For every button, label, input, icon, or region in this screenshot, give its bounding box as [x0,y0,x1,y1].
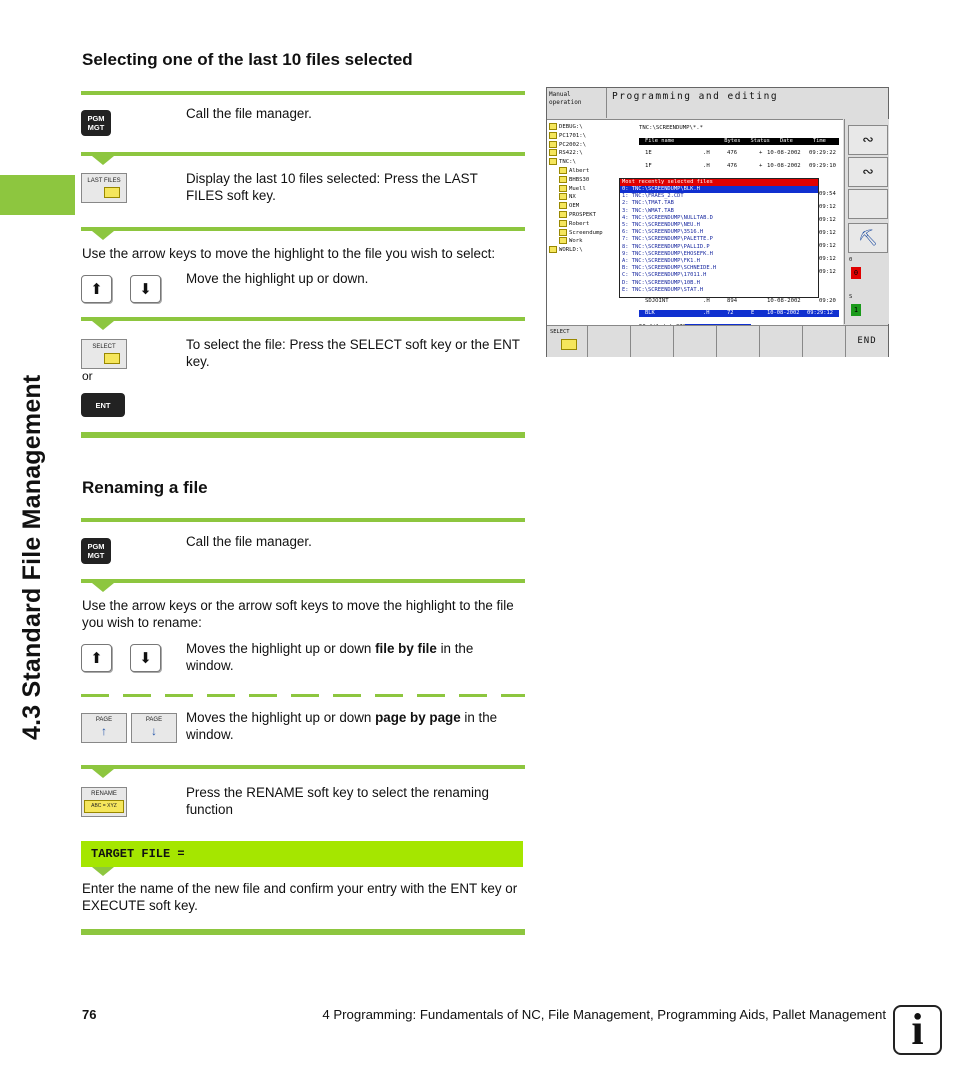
tree-item [549,193,629,202]
arrow-up-key [81,644,112,672]
popup-title: Most recently selected files [620,179,818,186]
softkey-label: LAST FILES [87,178,121,184]
recent-file-item: D: TNC:\SCREENDUMP\10B.H [622,279,700,286]
tree-item-label: PC1701:\ [559,132,586,139]
blank-softkey [803,326,846,357]
machine-mode-icon: ∾ [848,157,888,187]
pgm-mgt-key: PGM MGT [81,110,111,136]
file-name: 1E [645,150,652,156]
end-softkey: END [857,336,877,346]
tree-item-label: Muell [569,185,586,192]
text-part: Moves the highlight up or down [186,641,376,656]
time-column [819,188,836,279]
horizontal-softkey-bar [547,325,888,357]
heading-select-last-files: Selecting one of the last 10 files selected [82,50,413,69]
tree-item-label: NX [569,194,576,201]
recent-file-item: 8: TNC:\SCREENDUMP\PALLID.P [622,243,710,250]
step-move-highlight: Move the highlight up or down. [186,271,369,286]
folder-icon [559,237,567,244]
time-cell: 09:12 [819,269,836,275]
text-bold: file by file [375,641,437,656]
rename-icon: ABC = XYZ [84,800,124,813]
text-part: in the window. [186,710,498,742]
tree-item-label: Robert [569,220,590,227]
tree-item [549,246,629,255]
time-cell: 09:12 [819,243,836,249]
blank-softkey [717,326,760,357]
recent-file-item: B: TNC:\SCREENDUMP\SCHNEIDE.H [622,265,717,272]
recent-file-item: 4: TNC:\SCREENDUMP\NULLTAB.D [622,214,713,221]
col-header: Bytes [724,138,741,144]
divider [81,929,525,935]
tree-item-label: DEBUG:\ [559,124,583,130]
screen-title: Programming and editing [608,88,888,118]
file-time: 09:29:10 [809,163,836,169]
coolant-icon: ⛏ [848,223,888,253]
divider [81,152,525,156]
arrow-down-icon: ↓ [151,724,157,738]
file-bytes: 894 [727,298,738,304]
arrow-intro: Use the arrow keys or the arrow soft keys to move the highlight to the file you wish to rename: [82,598,514,630]
recent-file-item: C: TNC:\SCREENDUMP\17011.H [622,272,707,279]
blank-softkey [588,326,631,357]
blank-softkey [760,326,803,357]
divider [81,579,525,583]
file-time: 09:20 [819,298,836,304]
recent-file-item: 9: TNC:\SCREENDUMP\EHOSEFK.H [622,250,713,257]
step-page-by-page [186,709,524,743]
folder-icon [559,229,567,236]
flow-arrow [92,321,114,330]
col-header: Date [779,138,793,144]
file-row [645,298,841,304]
time-cell: 09:12 [819,204,836,210]
time-cell: 09:12 [819,230,836,236]
tree-item [549,220,629,229]
arrow-intro: Use the arrow keys to move the highlight to the file you wish to select: [82,246,496,261]
side-label: 0 [849,257,853,263]
softkey-label: SELECT [92,344,116,350]
folder-icon [561,339,577,350]
softkey-label: PAGE [95,717,113,723]
file-status: E [751,310,755,316]
time-cell: 09:54 [819,191,836,197]
section-side-title: 4.3 Standard File Management [18,374,46,740]
info-icon: i [893,1005,942,1055]
heading-renaming-file: Renaming a file [82,478,208,497]
page-up-softkey [81,713,127,743]
tree-item [549,229,629,238]
arrow-down-key [130,275,161,303]
step-call-file-manager: Call the file manager. [186,106,312,121]
arrow-up-icon: ↑ [101,724,107,738]
folder-icon [549,123,557,130]
tree-item-label: Screendump [569,229,603,236]
rename-softkey [81,787,127,817]
folder-icon [559,193,567,200]
folder-icon [549,246,557,253]
file-bytes: 476 [727,163,738,169]
flow-arrow [92,583,114,592]
dashed-divider [81,694,525,697]
tree-item [549,132,629,141]
folder-icon [559,220,567,227]
col-header: Status [750,138,770,144]
file-name: SDJOINT [645,298,669,304]
tree-item [549,211,629,220]
folder-icon [549,149,557,156]
folder-icon [559,176,567,183]
file-bytes: 476 [727,150,738,156]
file-name: BLK [645,310,655,316]
tree-item [549,123,629,132]
file-date: 10-08-2002 [767,298,801,304]
recent-file-item: 3: TNC:\WMAT.TAB [622,207,674,214]
tree-item [549,141,629,150]
file-ext: .H [703,298,710,304]
step-last-files: Display the last 10 files selected: Press the LAST FILES soft key. [186,171,478,203]
file-ext: .H [703,163,710,169]
folder-icon [549,132,557,139]
step-rename: Press the RENAME soft key to select the renaming function [186,785,489,817]
arrow-down-icon: ⬇ [139,281,152,298]
text-bold: page by page [375,710,461,725]
folder-icon [559,202,567,209]
time-cell: 09:12 [819,217,836,223]
page-number: 76 [82,1007,97,1022]
recent-file-item: 7: TNC:\SCREENDUMP\PALETTE.P [622,236,713,243]
time-cell: 09:12 [819,256,836,262]
arrow-up-key [81,275,112,303]
file-date: 10-08-2002 [767,163,801,169]
divider [81,432,525,438]
blank-softkey [631,326,674,357]
machine-mode-icon: ∾ [848,125,888,155]
tree-item [549,158,629,167]
recent-files-popup [619,178,819,298]
file-time: 09:29:12 [807,310,833,316]
tree-item-label: OEM [569,203,580,210]
recent-file-item: 5: TNC:\SCREENDUMP\NEU.H [622,222,700,229]
folder-icon [559,211,567,218]
recent-file-item: 6: TNC:\SCREENDUMP\3516.H [622,229,704,236]
current-path: TNC:\SCREENDUMP\*.* [639,125,703,131]
tree-item [549,167,629,176]
vertical-softkey-bar [844,119,889,324]
recent-file-item: 1: TNC:\FRAES_2.CDT [622,193,684,200]
file-time: 09:29:22 [809,150,836,156]
tree-item-label: PC2002:\ [559,141,586,148]
softkey-label: RENAME [91,791,117,797]
select-screen-softkey [547,326,588,357]
file-row: 1E .H 476 + 10-08-2002 09:29:22 [645,150,836,156]
divider [81,518,525,522]
tree-item-label: PROSPEKT [569,211,596,218]
file-date: 10-08-2002 [767,310,800,316]
recent-files-list [620,186,818,294]
tree-item-label: Albert [569,167,590,174]
file-date: 10-08-2002 [767,150,801,156]
final-instruction: Enter the name of the new file and confirm your entry with the ENT key or EXECUTE soft key. [82,881,518,913]
tree-item-label: BHBS30 [569,176,590,183]
file-row: 1F .H 476 + 10-08-2002 09:29:10 [645,163,836,169]
divider [81,317,525,321]
tree-item [549,185,629,194]
col-header: File name [645,138,675,144]
file-ext: .H [703,310,710,316]
arrow-down-key [130,644,161,672]
page-down-softkey [131,713,177,743]
step-select-file: To select the file: Press the SELECT soft key or the ENT key. [186,337,520,369]
recent-file-item: 0: TNC:\SCREENDUMP\BLK.H [620,186,818,193]
arrow-up-icon: ⬆ [90,650,103,667]
tree-item-label: TNC:\ [559,159,576,166]
directory-tree [549,123,629,255]
recent-file-item: 2: TNC:\TMAT.TAB [622,200,674,207]
folder-icon [559,185,567,192]
softkey-label: SELECT [550,329,570,335]
tree-item-label: WORLD:\ [559,247,583,254]
tree-item-label: RS422:\ [559,150,583,157]
softkey-label: PAGE [145,717,163,723]
highlighted-file-row [639,310,839,317]
side-label: S [849,294,853,300]
blank-softkey [674,326,717,357]
or-label: or [82,369,93,383]
file-manager-area [547,119,843,325]
divider [81,227,525,231]
tree-item [549,149,629,158]
flow-arrow [92,156,114,165]
arrow-up-icon: ⬆ [90,281,103,298]
mode-label: Manual operation [547,88,607,118]
file-list-header [639,138,839,145]
folder-icon [549,158,557,165]
file-name: 1F [645,163,652,169]
folder-icon [104,187,120,198]
recent-file-item: A: TNC:\SCREENDUMP\FK1.H [622,258,700,265]
flow-arrow [92,769,114,778]
tree-item [549,202,629,211]
pgm-mgt-key: PGM MGT [81,538,111,564]
ent-key: ENT [81,393,125,417]
spindle-on-icon: 1 [851,304,861,316]
tree-item [549,237,629,246]
folder-icon [549,141,557,148]
text-part: in the window. [186,641,474,673]
recent-file-item: E: TNC:\SCREENDUMP\STAT.H [622,286,704,293]
flow-arrow [92,231,114,240]
col-header: Time [812,138,826,144]
file-bytes: 72 [727,310,734,316]
folder-icon [559,167,567,174]
arrow-down-icon: ⬇ [139,650,152,667]
step-file-by-file [186,640,516,674]
file-ext: .H [703,150,710,156]
last-files-softkey [81,173,127,203]
tree-item [549,176,629,185]
divider [81,765,525,769]
select-softkey [81,339,127,369]
text-part: Moves the highlight up or down [186,710,376,725]
blank-softkey [848,189,888,219]
step-call-file-manager: Call the file manager. [186,534,312,549]
spindle-off-icon: 0 [851,267,861,279]
target-file-prompt: TARGET FILE = [81,841,523,867]
flow-arrow [92,867,114,876]
tnc-screen [546,87,889,357]
divider [81,91,525,95]
chapter-title: 4 Programming: Fundamentals of NC, File Management, Programming Aids, Pallet Management [322,1007,886,1022]
tree-item-label: Work [569,238,583,245]
folder-icon [104,353,120,364]
